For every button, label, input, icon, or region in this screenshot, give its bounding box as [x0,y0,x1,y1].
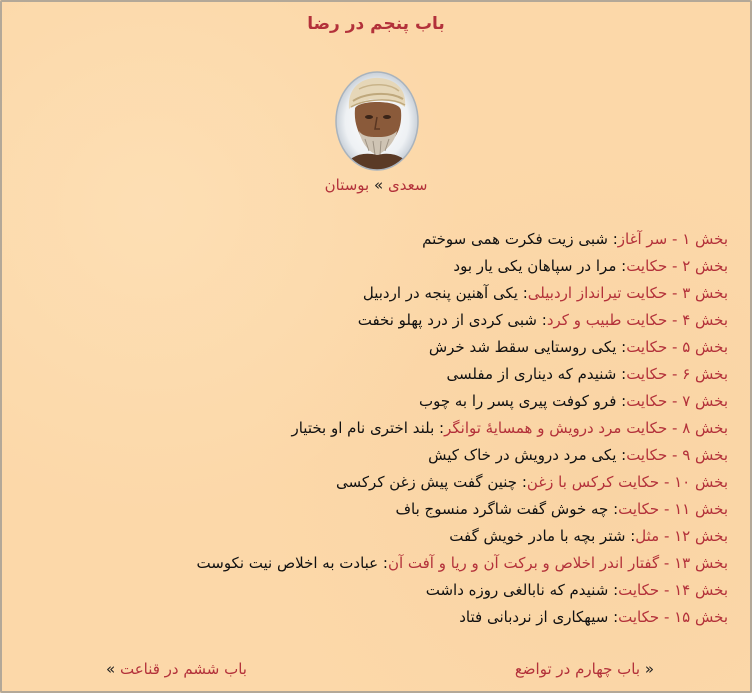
page-title: باب پنجم در رضا [307,14,445,34]
section-first-line: یکی مرد درویش در خاک کیش [428,446,617,464]
section-first-line: فرو کوفت پیری پسر را به چوب [418,392,617,410]
section-link[interactable]: بخش ۵ - حکایت [626,338,728,356]
portrait-image [335,71,419,171]
section-first-line: سیهکاری از نردبانی فتاد [459,608,609,626]
section-link[interactable]: بخش ۲ - حکایت [626,257,728,275]
section-first-line: یکی آهنین پنجه در اردبیل [362,284,518,302]
section-first-line: شبی کردی از درد پهلو نخفت [357,311,537,329]
list-item [197,390,728,417]
section-first-line: عبادت به اخلاص نیت نکوست [196,554,379,572]
section-link[interactable]: بخش ۱۱ - حکایت [618,500,728,518]
colon: : [607,230,618,248]
list-item [197,579,728,606]
prev-chapter-link[interactable]: باب چهارم در تواضع [514,660,641,678]
colon: : [616,392,627,410]
section-first-line: شتر بچه با مادر خویش گفت [449,527,626,545]
colon: : [625,527,636,545]
section-link[interactable]: بخش ۱۴ - حکایت [618,581,728,599]
prev-chapter-nav [515,660,654,678]
section-link[interactable]: بخش ۹ - حکایت [626,446,728,464]
prev-arrow: « [644,660,654,678]
colon: : [608,608,619,626]
list-item [197,444,728,471]
section-first-line: شبی زیت فکرت همی سوختم [422,230,608,248]
section-link[interactable]: بخش ۱۲ - مثل [635,527,728,545]
list-item [197,471,728,498]
section-first-line: شنیدم که نابالغی روزه داشت [425,581,609,599]
list-item [197,525,728,552]
section-first-line: شنیدم که دیناری از مفلسی [446,365,617,383]
colon: : [616,365,627,383]
colon: : [616,446,627,464]
colon: : [616,338,627,356]
next-arrow: » [106,660,116,678]
colon: : [517,284,528,302]
section-link[interactable]: بخش ۸ - حکایت مرد درویش و همسایهٔ توانگر [444,419,728,437]
section-first-line: بلند اختری نام او بختیار [291,419,435,437]
colon: : [434,419,445,437]
list-item [197,228,728,255]
list-item [197,498,728,525]
list-item [197,417,728,444]
list-item [197,363,728,390]
list-item [197,606,728,633]
colon: : [608,500,619,518]
colon: : [378,554,388,572]
next-chapter-link[interactable]: باب ششم در قناعت [119,660,247,678]
colon: : [608,581,619,599]
section-link[interactable]: بخش ۶ - حکایت [626,365,728,383]
section-link[interactable]: بخش ۱۰ - حکایت کرکس با زغن [526,473,728,491]
colon: : [517,473,527,491]
section-first-line: یکی روستایی سقط شد خرش [428,338,617,356]
section-first-line: چه خوش گفت شاگرد منسوج باف [395,500,609,518]
next-chapter-nav [106,660,247,678]
list-item [197,282,728,309]
section-list [197,228,728,633]
list-item [197,309,728,336]
section-link[interactable]: بخش ۴ - حکایت طبیب و کرد [546,311,728,329]
colon: : [616,257,627,275]
breadcrumb-book-link[interactable]: بوستان [324,176,370,194]
section-link[interactable]: بخش ۷ - حکایت [626,392,728,410]
list-item [197,552,728,579]
colon: : [537,311,547,329]
section-link[interactable]: بخش ۱ - سر آغاز [617,230,728,248]
section-first-line: چنین گفت پیش زغن کرکسی [336,473,518,491]
poet-portrait[interactable] [335,71,419,171]
section-first-line: مرا در سپاهان یکی یار بود [453,257,617,275]
breadcrumb-separator: » [374,176,384,194]
section-link[interactable]: بخش ۱۵ - حکایت [618,608,728,626]
section-link[interactable]: بخش ۱۳ - گفتار اندر اخلاص و برکت آن و ریا و آفت آن [387,554,728,572]
breadcrumb-author-link[interactable]: سعدی [387,176,428,194]
section-link[interactable]: بخش ۳ - حکایت تیرانداز اردبیلی [527,284,728,302]
list-item [197,255,728,282]
list-item [197,336,728,363]
breadcrumb [2,176,750,194]
